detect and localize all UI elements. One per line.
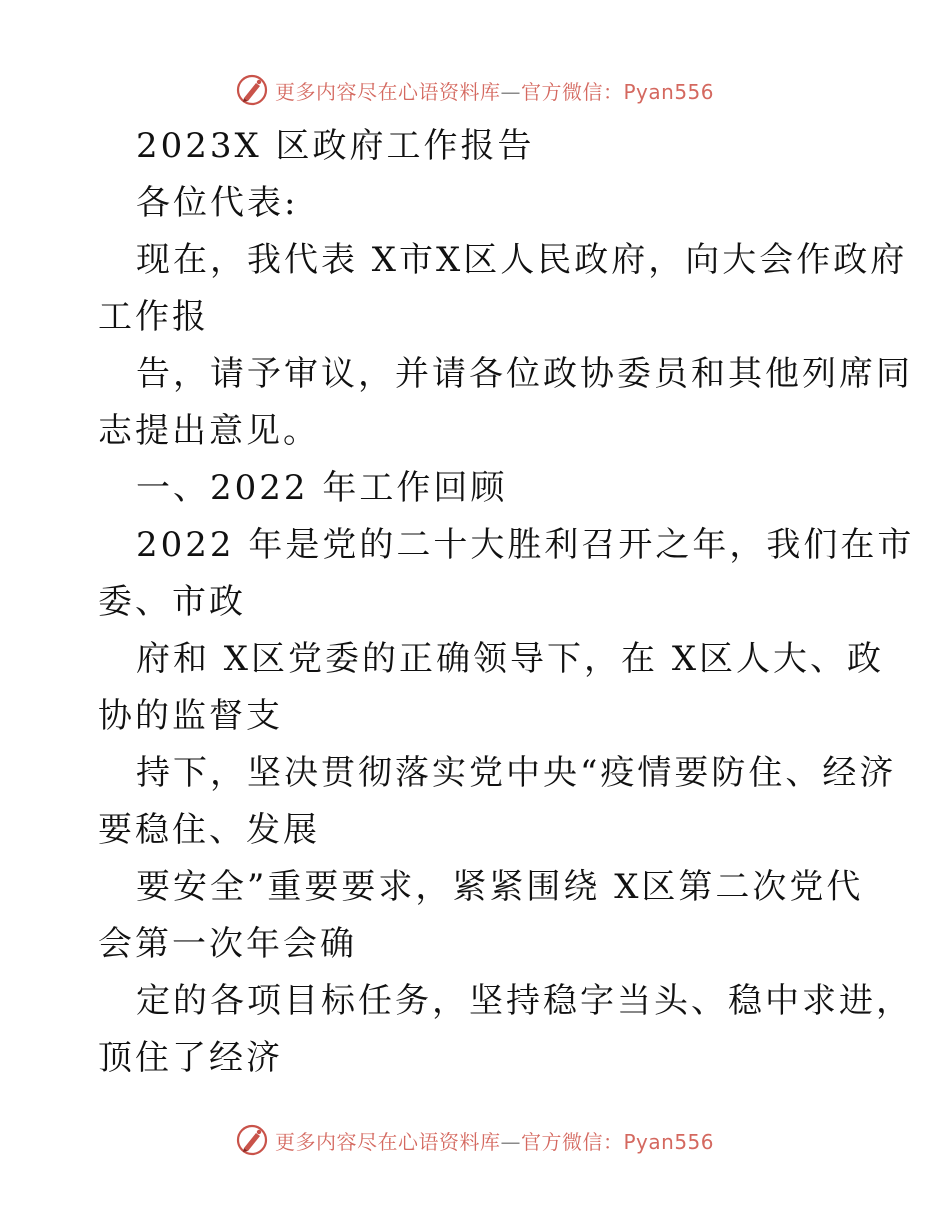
document-body bbox=[98, 118, 915, 1087]
document-line: 会第一次年会确 bbox=[98, 924, 357, 964]
document-line: 志提出意见。 bbox=[98, 411, 320, 451]
pen-logo-icon bbox=[235, 1123, 269, 1157]
document-line: 协的监督支 bbox=[98, 696, 283, 736]
document-line: 府和 X区党委的正确领导下，在 X区人大、政 bbox=[136, 639, 885, 679]
document-line: 持下，坚决贯彻落实党中央“疫情要防住、经济 bbox=[136, 753, 897, 793]
watermark-brand: 更多内容尽在心语资料库 bbox=[275, 79, 501, 104]
footer-watermark bbox=[235, 1122, 714, 1158]
watermark-dash: — bbox=[500, 1129, 521, 1154]
document-line: 告，请予审议，并请各位政协委员和其他列席同 bbox=[136, 354, 913, 394]
document-line: 工作报 bbox=[98, 297, 209, 337]
document-line: 定的各项目标任务，坚持稳字当头、稳中求进， bbox=[136, 981, 913, 1021]
watermark-account-id: Pyan556 bbox=[623, 1129, 715, 1154]
document-line: 要稳住、发展 bbox=[98, 810, 320, 850]
document-line: 委、市政 bbox=[98, 582, 246, 622]
document-line: 一、2022 年工作回顾 bbox=[136, 468, 508, 508]
document-line: 顶住了经济 bbox=[98, 1038, 283, 1078]
document-line: 各位代表: bbox=[136, 183, 299, 223]
pen-logo-icon bbox=[235, 73, 269, 107]
watermark-dash: — bbox=[500, 79, 521, 104]
header-watermark bbox=[235, 72, 714, 108]
watermark-account-id: Pyan556 bbox=[623, 79, 715, 104]
document-line: 要安全”重要要求，紧紧围绕 X区第二次党代 bbox=[136, 867, 864, 907]
document-line: 2023X 区政府工作报告 bbox=[136, 126, 535, 166]
document-line: 现在，我代表 X市X区人民政府，向大会作政府 bbox=[136, 240, 908, 280]
watermark-brand: 更多内容尽在心语资料库 bbox=[275, 1129, 501, 1154]
watermark-official: 官方微信： bbox=[521, 1129, 624, 1154]
document-line: 2022 年是党的二十大胜利召开之年，我们在市 bbox=[136, 525, 915, 565]
watermark-official: 官方微信： bbox=[521, 79, 624, 104]
